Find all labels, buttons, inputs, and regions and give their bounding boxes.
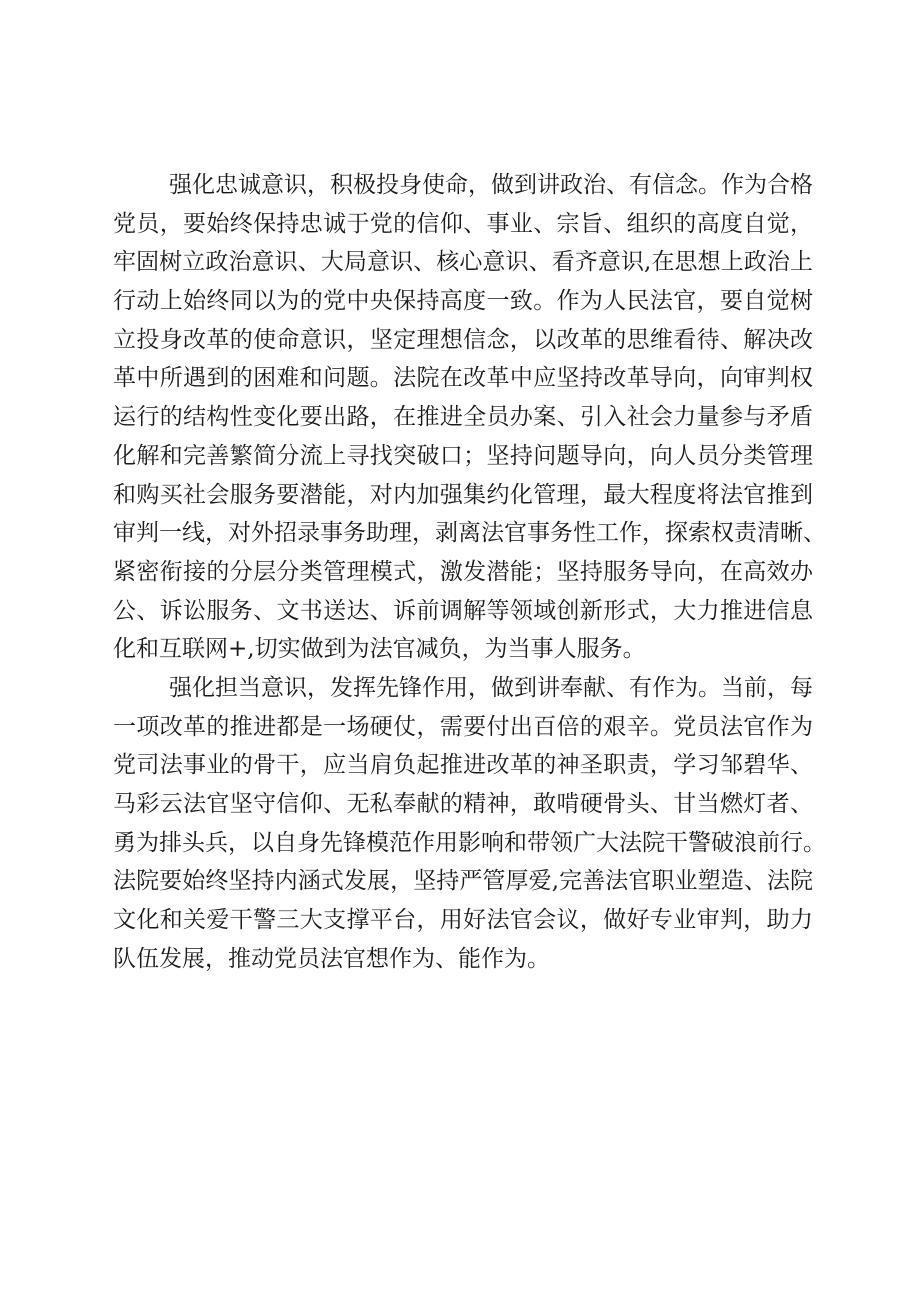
- paragraph-line: 勇为排头兵，以自身先锋模范作用影响和带领广大法院干警破浪前行。: [113, 829, 826, 856]
- paragraph-line: 化解和完善繁简分流上寻找突破口；坚持问题导向，向人员分类管理: [113, 442, 813, 469]
- paragraph-line: 革中所遇到的困难和问题。法院在改革中应坚持改革导向，向审判权: [113, 365, 813, 392]
- paragraph-line: 一项改革的推进都是一场硬仗，需要付出百倍的艰辛。党员法官作为: [113, 713, 813, 740]
- paragraph-line: 党员，要始终保持忠诚于党的信仰、事业、宗旨、组织的高度自觉，: [113, 210, 813, 237]
- paragraph-responsibility-awareness: [113, 669, 826, 979]
- paragraph-line: 公、诉讼服务、文书送达、诉前调解等领域创新形式，大力推进信息: [113, 597, 813, 624]
- paragraph-line: 强化忠诚意识，积极投身使命，做到讲政治、有信念。作为合格: [169, 172, 813, 198]
- paragraph-loyalty-awareness: [113, 166, 826, 669]
- paragraph-line: 和购买社会服务要潜能，对内加强集约化管理，最大程度将法官推到: [113, 481, 813, 508]
- paragraph-line: 化和互联网+,切实做到为法官减负，为当事人服务。: [113, 636, 646, 663]
- paragraph-line: 文化和关爱干警三大支撑平台，用好法官会议，做好专业审判，助力: [113, 907, 813, 934]
- paragraph-line: 法院要始终坚持内涵式发展，坚持严管厚爱,完善法官职业塑造、法院: [113, 868, 813, 895]
- paragraph-line: 马彩云法官坚守信仰、无私奉献的精神，敢啃硬骨头、甘当燃灯者、: [113, 791, 813, 817]
- paragraph-line: 行动上始终同以为的党中央保持高度一致。作为人民法官，要自觉树: [113, 288, 813, 315]
- paragraph-line: 审判一线，对外招录事务助理，剥离法官事务性工作，探索权责清晰、: [113, 520, 826, 547]
- paragraph-line: 队伍发展，推动党员法官想作为、能作为。: [113, 945, 550, 972]
- paragraph-line: 立投身改革的使命意识，坚定理想信念，以改革的思维看待、解决改: [113, 326, 813, 353]
- document-body: [113, 166, 826, 978]
- paragraph-line: 党司法事业的骨干，应当肩负起推进改革的神圣职责，学习邹碧华、: [113, 752, 813, 779]
- paragraph-line: 牢固树立政治意识、大局意识、核心意识、看齐意识,在思想上政治上: [113, 249, 813, 276]
- paragraph-line: 紧密衔接的分层分类管理模式，激发潜能；坚持服务导向，在高效办: [113, 558, 813, 585]
- paragraph-line: 运行的结构性变化要出路，在推进全员办案、引入社会力量参与矛盾: [113, 404, 813, 431]
- paragraph-line: 强化担当意识，发挥先锋作用，做到讲奉献、有作为。当前，每: [169, 674, 813, 701]
